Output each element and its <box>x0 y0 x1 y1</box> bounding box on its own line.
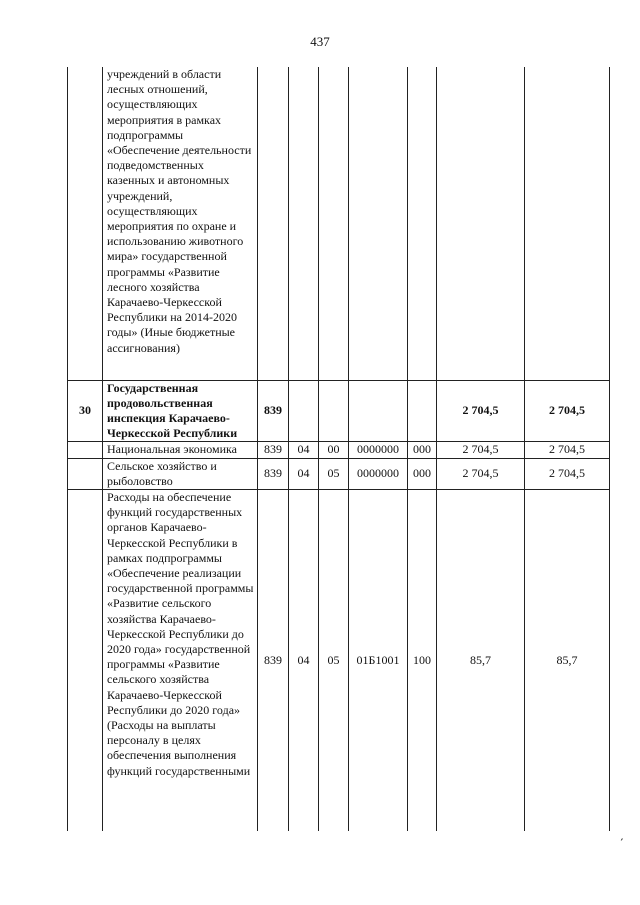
section-code-cell: 04 <box>289 442 319 458</box>
section-code-cell: 04 <box>289 489 319 831</box>
row-number-cell: 30 <box>68 380 103 442</box>
section-code-cell <box>289 380 319 442</box>
row-number-cell <box>68 67 103 380</box>
amount2-cell: 2 704,5 <box>525 442 610 458</box>
ministry-code-cell: 839 <box>258 489 289 831</box>
amount1-cell <box>437 67 525 380</box>
target-code-cell <box>349 67 408 380</box>
expense-type-cell: 000 <box>408 458 437 489</box>
table-row <box>68 67 610 380</box>
subsection-code-cell: 05 <box>319 458 349 489</box>
target-code-cell: 01Б1001 <box>349 489 408 831</box>
ministry-code-cell: 839 <box>258 442 289 458</box>
amount2-cell: 2 704,5 <box>525 380 610 442</box>
description-cell: Национальная экономика <box>103 442 258 458</box>
description-cell: Сельское хозяйство и рыболовство <box>103 458 258 489</box>
subsection-code-cell <box>319 380 349 442</box>
amount2-cell: 85,7 <box>525 489 610 831</box>
table-row <box>68 380 610 442</box>
amount2-cell: 2 704,5 <box>525 458 610 489</box>
table-row <box>68 442 610 458</box>
amount1-cell: 85,7 <box>437 489 525 831</box>
amount1-cell: 2 704,5 <box>437 380 525 442</box>
row-number-cell <box>68 442 103 458</box>
section-code-cell <box>289 67 319 380</box>
target-code-cell <box>349 380 408 442</box>
table-row <box>68 489 610 831</box>
expense-type-cell <box>408 67 437 380</box>
expense-type-cell <box>408 380 437 442</box>
description-cell: Расходы на обеспечение функций государственных органов Карачаево-Черкесской Республики в рамках подпрограммы «Обеспечение реализации государственной программы «Развитие сельского хозяйства Карачаево-Черкесской Республики до 2020 года» государственной программы «Развитие сельского хозяйства Карачаево-Черкесской Республики до 2020 года» (Расходы на выплаты персоналу в целях обеспечения выполнения функций государственными <box>103 489 258 831</box>
amount2-cell <box>525 67 610 380</box>
expense-type-cell: 100 <box>408 489 437 831</box>
scan-mark: ' <box>615 836 625 848</box>
subsection-code-cell: 05 <box>319 489 349 831</box>
subsection-code-cell <box>319 67 349 380</box>
description-cell: учреждений в области лесных отношений, осуществляющих мероприятия в рамках подпрограммы «Обеспечение деятельности подведомственных казенных и автономных учреждений, осуществляющих мероприятия по охране и использованию животного мира» государственной программы «Развитие лесного хозяйства Карачаево-Черкесской Республики на 2014-2020 годы» (Иные бюджетные ассигнования) <box>103 67 258 380</box>
amount1-cell: 2 704,5 <box>437 458 525 489</box>
page-number: 437 <box>310 34 330 49</box>
subsection-code-cell: 00 <box>319 442 349 458</box>
ministry-code-cell: 839 <box>258 458 289 489</box>
row-number-cell <box>68 489 103 831</box>
target-code-cell: 0000000 <box>349 442 408 458</box>
ministry-code-cell: 839 <box>258 380 289 442</box>
budget-table <box>67 67 610 831</box>
ministry-code-cell <box>258 67 289 380</box>
table-row <box>68 458 610 489</box>
description-cell: Государственная продовольственная инспекция Карачаево-Черкесской Республики <box>103 380 258 442</box>
expense-type-cell: 000 <box>408 442 437 458</box>
section-code-cell: 04 <box>289 458 319 489</box>
amount1-cell: 2 704,5 <box>437 442 525 458</box>
row-number-cell <box>68 458 103 489</box>
target-code-cell: 0000000 <box>349 458 408 489</box>
